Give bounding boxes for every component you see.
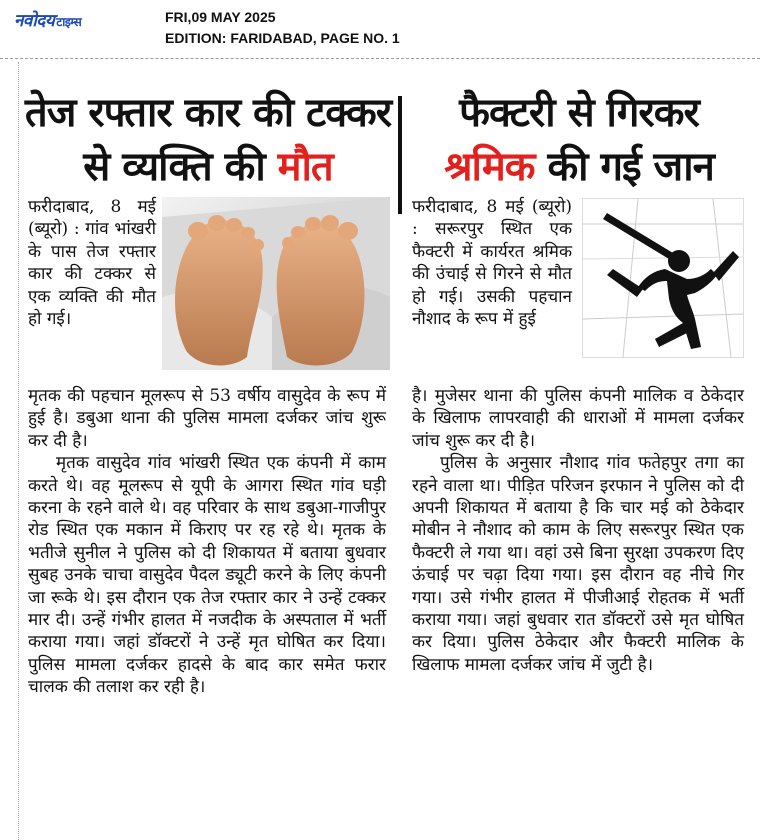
column-divider — [398, 96, 402, 214]
page-left-rule — [18, 62, 20, 840]
left-headline-line1: तेज रफ्तार कार की टक्कर — [24, 90, 392, 136]
left-headline-highlight: मौत — [277, 144, 333, 190]
right-headline-line2 — [404, 140, 754, 194]
left-body-para1: मृतक की पहचान मूलरूप से 53 वर्षीय वासुदेव के रूप में हुई है। डबुआ थाना की पुलिस मामला दर्जकर जांच शुरू कर दी है। — [28, 386, 386, 451]
right-article-intro — [412, 196, 572, 330]
edition-info: EDITION: FARIDABAD, PAGE NO. 1 — [165, 30, 400, 46]
right-article-body — [412, 385, 744, 676]
feet-photo-illustration — [162, 197, 390, 370]
left-article-body — [28, 385, 386, 699]
right-headline-line2-black: की गई जान — [534, 144, 714, 190]
feet-under-sheet-photo — [162, 197, 390, 370]
left-intro-text: फरीदाबाद, 8 मई (ब्यूरो) : गांव भांखरी के पास तेज रफ्तार कार की टक्कर से एक व्यक्ति की मौत हो गई। — [28, 197, 156, 330]
logo-main-text: नवोदय — [14, 11, 55, 31]
right-body-para2: पुलिस के अनुसार नौशाद गांव फतेहपुर तगा का रहने वाला था। पीड़ित परिजन इरफान ने पुलिस को दी अपनी शिकायत में बताया है कि चार मई को ठेकेदार मोबीन ने नौशाद को काम के लिए सरूरपुर स्थित एक फैक्टरी ले गया था। वहां उसे बिना सुरक्षा उपकरण दिए ऊंचाई पर चढ़ा दिया गया। इस दौरान वह नीचे गिर गया। उसे गंभीर हालत में पीजीआई रोहतक में भर्ती कराया गया। जहां बुधवार रात डॉक्टरों उसे मृत घोषित कर दिया। पुलिस ठेकेदार और फैक्टरी मालिक के खिलाफ मामला दर्जकर जांच में जुटी है। — [412, 453, 744, 675]
newspaper-logo — [14, 8, 81, 31]
falling-worker-illustration — [582, 198, 744, 358]
left-article-intro — [28, 196, 156, 330]
right-headline-line1: फैक्टरी से गिरकर — [459, 90, 699, 136]
logo-sub-text: टाइम्स — [56, 15, 82, 29]
right-intro-text: फरीदाबाद, 8 मई (ब्यूरो) : सरूरपुर स्थित एक फैक्टरी में कार्यरत श्रमिक की उंचाई से गिरने से मौत हो गई। उसकी पहचान नौशाद के रूप में हुई — [412, 197, 572, 330]
left-headline-line2 — [24, 140, 392, 194]
edition-date: FRI,09 MAY 2025 — [165, 9, 276, 25]
falling-person-silhouette — [583, 199, 743, 357]
right-article-headline — [404, 86, 754, 194]
left-body-para2: मृतक वासुदेव गांव भांखरी स्थित एक कंपनी में काम करते थे। वह मूलरूप से यूपी के आगरा स्थित गांव घड़ी करना के रहने वाले थे। वह परिवार के साथ डबुआ-गाजीपुर रोड स्थित एक मकान में किराए पर रह रहे थे। मृतक के भतीजे सुनील ने पुलिस को दी शिकायत में बताया बुधवार सुबह उनके चाचा वासुदेव पैदल ड्यूटी करने के लिए कंपनी जा रूके थे। इस दौरान एक तेज रफ्तार कार ने उन्हें टक्कर मार दी। उन्हें गंभीर हालत में नजदीक के अस्पताल में भर्ती कराया गया। जहां डॉक्टरों ने उन्हें मृत घोषित कर दिया। पुलिस मामला दर्जकर हादसे के बाद कार समेत फरार चालक की तलाश कर रही है। — [28, 453, 386, 698]
left-headline-line2-black: से व्यक्ति की — [83, 144, 278, 190]
right-body-para1: है। मुजेसर थाना की पुलिस कंपनी मालिक व ठेकेदार के खिलाफ लापरवाही की धाराओं में मामला दर्जकर जांच शुरू कर दी है। — [412, 386, 744, 451]
right-headline-highlight: श्रमिक — [444, 144, 535, 190]
left-article-headline — [24, 86, 392, 194]
masthead — [0, 0, 760, 59]
